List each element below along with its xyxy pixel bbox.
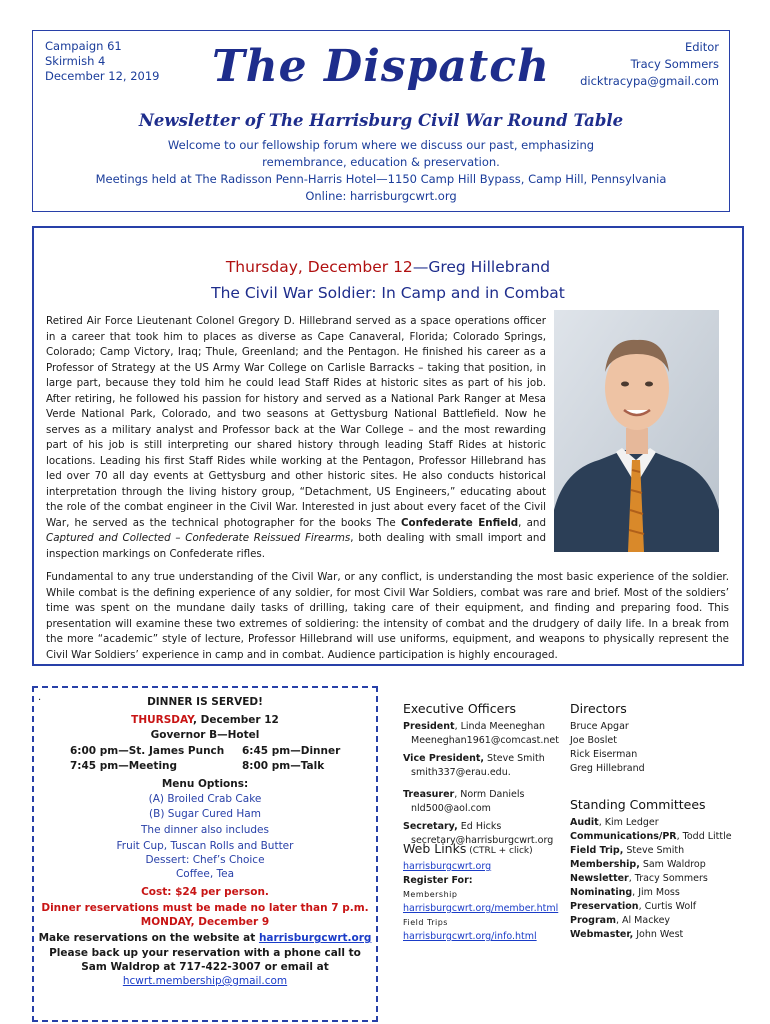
secretary-email: secretary@harrisburgcwrt.org [411,835,554,846]
welcome-line-2: remembrance, education & preservation. [262,155,500,169]
campaign-number: Campaign 61 [45,39,122,53]
web-links-heading: Web Links [403,841,467,856]
committees-heading: Standing Committees [570,797,706,812]
directors-heading: Directors [570,701,627,716]
officer-vice-president: Vice President, Steve Smith [403,753,545,764]
editor-email[interactable]: dicktracypa@gmail.com [580,74,719,88]
contact-info: Sam Waldrop at 717-422-3007 or email at [81,961,329,973]
membership-label: Membership [403,890,458,899]
welcome-line-1: Welcome to our fellowship forum where we discuss our past, emphasizing [167,138,595,152]
committee-item: Audit, Kim Ledger [570,817,659,828]
speaker-bio [46,314,546,562]
meeting-date: Thursday, December 12 [225,258,413,276]
reserve-link[interactable]: harrisburgcwrt.org [258,932,372,944]
committee-item: Communications/PR, Todd Little [570,831,732,842]
editor-info [580,39,719,90]
web-links-section [403,842,568,944]
bio-joiner: , and [518,516,546,529]
committee-item: Webmaster, John West [570,929,684,940]
officer-president: President, Linda Meeneghan [403,721,546,732]
site-link[interactable]: harrisburgcwrt.org [403,861,492,872]
contact-email-line [34,975,376,987]
web-links-hint: (CTRL + click) [466,846,533,856]
dinner-drinks: Coffee, Tea [175,868,235,880]
contact-email[interactable]: hcwrt.membership@gmail.com [122,975,288,987]
speaker-name: —Greg Hillebrand [412,258,551,276]
officer-secretary: Secretary, Ed Hicks [403,821,502,832]
dinner-date [34,714,376,726]
committee-item: Membership, Sam Waldrop [570,859,706,870]
editor-name: Tracy Sommers [630,57,719,71]
meeting-location: Meetings held at The Radisson Penn-Harris Hotel—1150 Camp Hill Bypass, Camp Hill, Pennsylvania [95,172,667,186]
speaker-photo [554,310,719,552]
committee-item: Newsletter, Tracy Sommers [570,873,708,884]
menu-option-a: (A) Broiled Crab Cake [148,793,262,805]
schedule-item: 6:00 pm—St. James Punch [70,745,225,757]
talk-title: The Civil War Soldier: In Camp and in Combat [211,284,565,302]
dinner-day: THURSDAY [131,714,193,726]
director-item: Rick Eiserman [570,749,638,760]
committees-section [570,798,745,942]
menu-label: Menu Options: [161,778,249,790]
schedule-item: 6:45 pm—Dinner [242,745,341,757]
dinner-cost: Cost: $24 per person. [141,886,269,898]
dinner-date-text: , December 12 [192,714,279,726]
director-item: Joe Boslet [570,735,617,746]
director-item: Greg Hillebrand [570,763,645,774]
officer-treasurer: Treasurer, Norm Daniels [403,789,525,800]
web-links-header [403,842,568,858]
talk-description: Fundamental to any true understanding of the Civil War, or any conflict, is understanding the most basic experience of the soldier. While combat is the defining experience of any soldier, for most Civil War Soldiers, combat was rare and brief. Most of the soldiers’ time was spent on the mundane daily tasks of drilling, taking care of their equipment, and finding and preparing food. This presentation will examine these two extremes of soldiering: the intensity of combat and the drudgery of daily life. In a break from the more “academic” style of lecture, Professor Hillebrand will use uniforms, equipment, and weapons to physically represent the Civil War Soldiers’ experience in camp and in combat. Audience participation is highly encouraged. [46,571,729,661]
book-title-2: Captured and Collected – Confederate Reissued Firearms [46,532,351,544]
schedule-item: 7:45 pm—Meeting [70,760,178,772]
issue-date: December 12, 2019 [45,69,160,83]
field-trips-link[interactable]: harrisburgcwrt.org/info.html [403,931,537,942]
skirmish-number: Skirmish 4 [45,54,106,68]
feature-article [32,226,744,666]
treasurer-email: nld500@aol.com [411,803,491,814]
deadline-day: MONDAY, December 9 [140,916,270,928]
dinner-sides: Fruit Cup, Tuscan Rolls and Butter [116,840,294,852]
bio-end: , both dealing with small import and inspection markings on Confederate rifles. [46,532,546,560]
director-item: Bruce Apgar [570,721,629,732]
dinner-room: Governor B—Hotel [150,729,260,741]
dinner-includes: The dinner also includes [141,824,269,836]
committee-item: Nominating, Jim Moss [570,887,680,898]
reservation-instructions [34,932,376,944]
committee-item: Field Trip, Steve Smith [570,845,685,856]
feature-heading [34,258,742,276]
bio-text: Retired Air Force Lieutenant Colonel Gregory D. Hillebrand served as a space operations officer in a career that took him to places as diverse as Cape Canaveral, Florida; Colorado Springs, Colorado; Camp Victory, Iraq; Thule, Greenland; and the Pentagon. He finished his career as a Professor of Strategy at the US Army War College on Carlisle Barracks – taking that position, in large part, because they told him he could lead Staff Rides at historic sites as part of his job. After retiring, he followed his passion for history and served as a National Park Ranger at Mesa Verde National Park, Colorado, and two seasons at Gettysburg National Battlefield. Now he serves as a military analyst and Professor back at the War College – and the most rewarding part of his job is still interpreting our shared history through leading Staff Rides at historic locations. Leading his first Staff Rides while working at the Pentagon, Professor Hillebrand has led over 70 all day events at Gettysburg and other historic sites. He also conducts historical interpretation through the living history group, “Detachment, US Engineers,” educating about the role of the combat engineer in the Civil War. Interested in just about every facet of the Civil War, he served as the technical photographer for the books The [46,315,546,529]
editor-label: Editor [684,40,719,54]
field-trips-label: Field Trips [403,918,448,927]
schedule-item: 8:00 pm—Talk [242,760,325,772]
register-label: Register For: [403,875,473,886]
welcome-text [33,137,729,205]
officers-section [403,702,563,848]
reserve-text: Make reservations on the website at [38,932,259,944]
directors-section [570,702,730,776]
president-email: Meeneghan1961@comcast.net [411,735,559,746]
newsletter-subtitle: Newsletter of The Harrisburg Civil War Round Table [138,111,624,130]
newsletter-header [32,30,730,212]
reservation-deadline: Dinner reservations must be made no later than 7 p.m. [41,902,369,914]
committee-item: Preservation, Curtis Wolf [570,901,697,912]
vp-email: smith337@erau.edu. [411,767,511,778]
dinner-heading: DINNER IS SERVED! [147,696,263,708]
menu-option-b: (B) Sugar Cured Ham [149,808,261,820]
membership-link[interactable]: harrisburgcwrt.org/member.html [403,903,559,914]
dinner-dessert: Dessert: Chef’s Choice [145,854,265,866]
book-title-1: Confederate Enfield [400,516,519,529]
dinner-box [32,686,378,1022]
committee-item: Program, Al Mackey [570,915,671,926]
stray-dot: . [38,692,42,703]
backup-instructions: Please back up your reservation with a phone call to [49,947,361,959]
masthead-title: The Dispatch [211,41,551,92]
officers-heading: Executive Officers [403,701,516,716]
online-url[interactable]: Online: harrisburgcwrt.org [305,189,457,203]
